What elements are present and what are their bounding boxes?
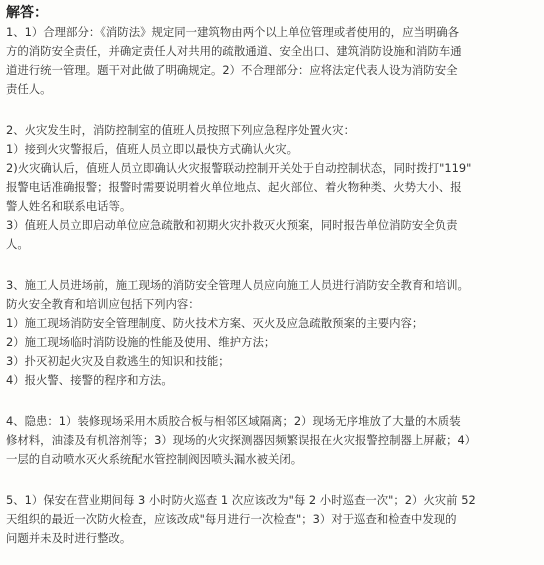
section-5-line-3: 问题并未及时进行整改。 <box>6 531 132 545</box>
section-4-line-3: 一层的自动喷水灭火系统配水管控制阀因喷头漏水被关闭。 <box>6 452 303 466</box>
section-3-line-2: 防火安全教育和培训应包括下列内容： <box>6 297 200 311</box>
section-1-line-4: 责任人。 <box>6 82 52 96</box>
section-2-line-2: 1）接到火灾警报后，值班人员立即以最快方式确认火灾。 <box>6 142 299 156</box>
section-2-line-1: 2、火灾发生时，消防控制室的值班人员按照下列应急程序处置火灾： <box>6 123 355 137</box>
section-5-line-2: 天组织的最近一次防火检查，应该改成"每月进行一次检查"；3）对于巡查和检查中发现的 <box>6 512 457 526</box>
section-3-line-4: 2）施工现场临时消防设施的性能及使用、维护方法； <box>6 335 276 349</box>
section-3-line-3: 1）施工现场消防安全管理制度、防火技术方案、灭火及应急疏散预案的主要内容； <box>6 316 424 330</box>
section-5-line-1: 5、1）保安在营业期间每 3 小时防火巡查 1 次应该改为"每 2 小时巡查一次"；2）火灾前 52 <box>6 493 476 507</box>
section-3-line-1: 3、施工人员进场前，施工现场的消防安全管理人员应向施工人员进行消防安全教育和培训。 <box>6 278 469 292</box>
section-1-line-1: 1、1）合理部分：《消防法》规定同一建筑物由两个以上单位管理或者使用的，应当明确各 <box>6 25 460 39</box>
section-1-line-3: 道进行统一管理。题干对此做了明确规定。2）不合理部分：应将法定代表人设为消防安全 <box>6 63 458 77</box>
section-2-line-7: 人。 <box>6 237 29 251</box>
section-3-line-6: 4）报火警、接警的程序和方法。 <box>6 373 173 387</box>
section-2-line-3: 2)火灾确认后，值班人员立即确认火灾报警联动控制开关处于自动控制状态，同时拨打"119" <box>6 161 472 175</box>
answer-heading: 解答： <box>6 5 48 21</box>
section-3-line-5: 3）扑灭初起火灾及自救逃生的知识和技能； <box>6 354 230 368</box>
section-4-line-2: 修材料，油漆及有机溶剂等；3）现场的火灾探测器因频繁误报在火灾报警控制器上屏蔽；4） <box>6 433 477 447</box>
section-1-line-2: 方的消防安全责任，并确定责任人对共用的疏散通道、安全出口、建筑消防设施和消防车通 <box>6 44 462 58</box>
section-2-line-5: 警人姓名和联系电话等。 <box>6 199 132 213</box>
section-2-line-6: 3）值班人员立即启动单位应急疏散和初期火灾扑救灭火预案，同时报告单位消防安全负责 <box>6 218 458 232</box>
section-4-line-1: 4、隐患：1）装修现场采用木质胶合板与相邻区域隔离；2）现场无序堆放了大量的木质装 <box>6 414 461 428</box>
section-2-line-4: 报警电话准确报警；报警时需要说明着火单位地点、起火部位、着火物种类、火势大小、报 <box>6 180 462 194</box>
